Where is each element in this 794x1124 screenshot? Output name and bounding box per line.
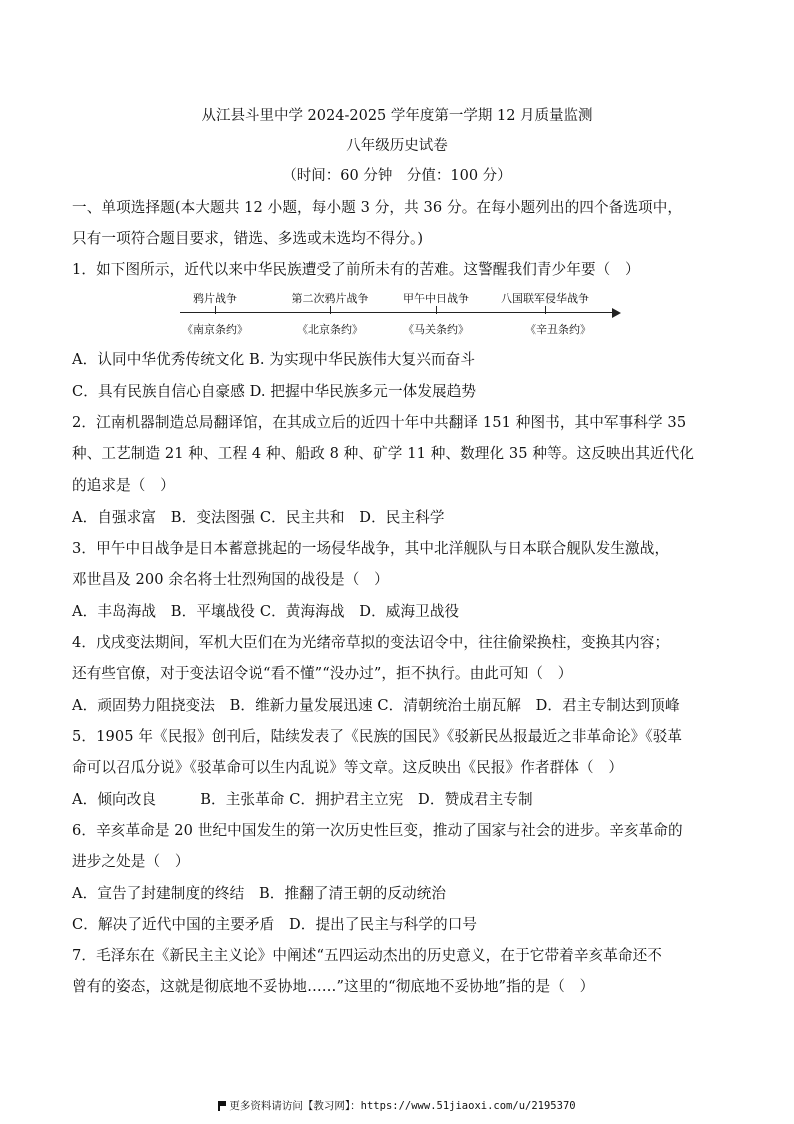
question-1-timeline xyxy=(160,286,630,342)
timeline-tick xyxy=(436,306,437,314)
question-2-line-1: 2．江南机器制造总局翻译馆，在其成立后的近四十年中共翻译 151 种图书，其中军事科学 35 xyxy=(72,414,687,431)
timeline-event-3: 甲午中日战争 xyxy=(403,292,469,305)
question-7-line-2: 曾有的姿态，这就是彻底地不妥协地……”这里的“彻底地不妥协地”指的是（ ） xyxy=(72,978,595,995)
question-5-line-2: 命可以召瓜分说》《驳革命可以生内乱说》等文章。这反映出《民报》作者群体（ ） xyxy=(72,759,624,776)
timeline-tick xyxy=(330,306,331,314)
question-1-options-2: C．具有民族自信心自豪感 D. 把握中华民族多元一体发展趋势 xyxy=(72,383,477,400)
question-1-stem: 1．如下图所示，近代以来中华民族遭受了前所未有的苦难。这警醒我们青少年要（ ） xyxy=(72,261,640,278)
question-3-options: A．丰岛海战 B．平壤战役 C．黄海海战 D．威海卫战役 xyxy=(72,603,460,620)
exam-title: 从江县斗里中学 2024-2025 学年度第一学期 12 月质量监测 xyxy=(201,108,593,124)
timeline-treaty-3: 《马关条约》 xyxy=(403,323,469,336)
question-6-line-1: 6．辛亥革命是 20 世纪中国发生的第一次历史性巨变，推动了国家与社会的进步。辛亥革命的 xyxy=(72,822,683,839)
question-4-options: A．顽固势力阻挠变法 B．维新力量发展迅速 C．清朝统治土崩瓦解 D．君主专制达到顶峰 xyxy=(72,697,680,714)
question-6-options-1: A．宣告了封建制度的终结 B．推翻了清王朝的反动统治 xyxy=(72,885,447,902)
timeline-tick xyxy=(215,306,216,314)
question-2-options: A．自强求富 B．变法图强 C．民主共和 D．民主科学 xyxy=(72,509,445,526)
exam-time-score: （时间：60 分钟 分值：100 分） xyxy=(282,168,512,184)
timeline-event-2: 第二次鸦片战争 xyxy=(291,292,369,305)
question-3-line-2: 邓世昌及 200 余名将士壮烈殉国的战役是（ ） xyxy=(72,571,389,588)
timeline-event-1: 鸦片战争 xyxy=(193,292,237,305)
section-intro-line-2: 只有一项符合题目要求，错选、多选或未选均不得分。) xyxy=(72,230,424,247)
footer-text[interactable]: 更多资料请访问【教习网】：https://www.51jiaoxi.com/u/2195370 xyxy=(229,1100,576,1112)
question-7-line-1: 7．毛泽东在《新民主主义论》中阐述“五四运动杰出的历史意义，在于它带着辛亥革命还不 xyxy=(72,947,663,964)
footer-link[interactable] xyxy=(0,1098,794,1113)
section-intro-line-1: 一、单项选择题(本大题共 12 小题，每小题 3 分，共 36 分。在每小题列出的四个备选项中， xyxy=(72,199,683,216)
question-1-options-1: A．认同中华优秀传统文化 B. 为实现中华民族伟大复兴而奋斗 xyxy=(72,351,476,368)
timeline-treaty-1: 《南京条约》 xyxy=(182,323,248,336)
question-5-line-1: 5．1905 年《民报》创刊后，陆续发表了《民族的国民》《驳新民丛报最近之非革命论》《驳革 xyxy=(72,728,683,745)
timeline-treaty-2: 《北京条约》 xyxy=(297,323,363,336)
timeline-arrow-icon xyxy=(612,308,621,318)
question-3-line-1: 3．甲午中日战争是日本蓄意挑起的一场侵华战争，其中北洋舰队与日本联合舰队发生激战， xyxy=(72,540,670,557)
question-2-line-3: 的追求是（ ） xyxy=(72,477,175,494)
flag-icon xyxy=(218,1101,226,1110)
question-4-line-1: 4．戊戌变法期间，军机大臣们在为光绪帝草拟的变法诏令中，往往偷梁换柱，变换其内容； xyxy=(72,634,670,651)
exam-subtitle: 八年级历史试卷 xyxy=(346,138,448,154)
question-6-line-2: 进步之处是（ ） xyxy=(72,853,190,870)
timeline-axis xyxy=(180,312,616,313)
timeline-event-4: 八国联军侵华战争 xyxy=(501,292,589,305)
question-4-line-2: 还有些官僚，对于变法诏令说“看不懂”“没办过”，拒不执行。由此可知（ ） xyxy=(72,665,573,682)
question-5-options: A．倾向改良 B．主张革命 C．拥护君主立宪 D．赞成君主专制 xyxy=(72,791,533,808)
timeline-treaty-4: 《辛丑条约》 xyxy=(525,323,591,336)
timeline-tick xyxy=(545,306,546,314)
question-6-options-2: C．解决了近代中国的主要矛盾 D．提出了民主与科学的口号 xyxy=(72,916,478,933)
question-2-line-2: 种、工艺制造 21 种、工程 4 种、船政 8 种、矿学 11 种、数理化 35 种等。这反映出其近代化 xyxy=(72,445,695,462)
